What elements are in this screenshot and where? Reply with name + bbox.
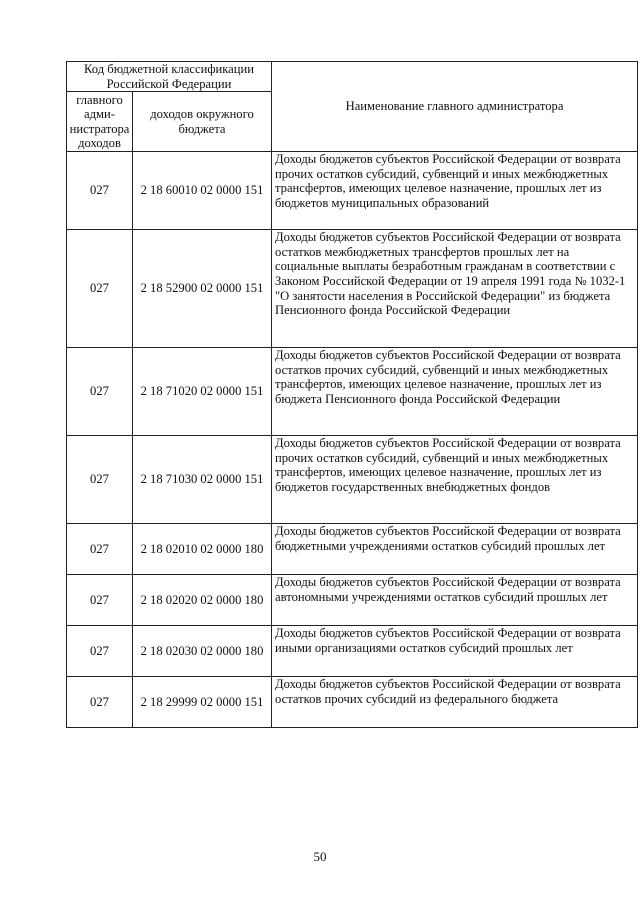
header-administrator-name: Наименование главного администратора bbox=[272, 62, 638, 152]
admin-code-cell: 027 bbox=[67, 677, 133, 728]
header-district-revenue: доходов окружного бюджета bbox=[133, 92, 272, 152]
admin-code-cell: 027 bbox=[67, 524, 133, 575]
table-header bbox=[67, 62, 638, 152]
admin-code-cell: 027 bbox=[67, 348, 133, 436]
revenue-code-cell: 2 18 02010 02 0000 180 bbox=[133, 524, 272, 575]
administrator-name-cell: Доходы бюджетов субъектов Российской Федерации от возврата прочих остатков субсидий, субвенций и иных межбюджетных трансфертов, имеющих целевое назначение, прошлых лет из бюджетов муниципальных образований bbox=[272, 152, 638, 230]
table-row bbox=[67, 677, 638, 728]
admin-code-cell: 027 bbox=[67, 152, 133, 230]
revenue-code-cell: 2 18 71020 02 0000 151 bbox=[133, 348, 272, 436]
header-budget-code-group: Код бюджетной классификации Российской Федерации bbox=[67, 62, 272, 92]
table-row bbox=[67, 152, 638, 230]
revenue-code-cell: 2 18 60010 02 0000 151 bbox=[133, 152, 272, 230]
admin-code-cell: 027 bbox=[67, 575, 133, 626]
table-row bbox=[67, 575, 638, 626]
header-main-administrator: главного адми-нистратора доходов bbox=[67, 92, 133, 152]
table-body bbox=[67, 152, 638, 728]
administrator-name-cell: Доходы бюджетов субъектов Российской Федерации от возврата остатков межбюджетных трансфертов прошлых лет на социальные выплаты безработным гражданам в соответствии с Законом Российской Федерации от 19 апреля 1991 года № 1032-1 "О занятости населения в Российской Федерации" из бюджета Пенсионного фонда Российской Федерации bbox=[272, 230, 638, 348]
revenue-code-cell: 2 18 52900 02 0000 151 bbox=[133, 230, 272, 348]
admin-code-cell: 027 bbox=[67, 626, 133, 677]
revenue-code-cell: 2 18 02020 02 0000 180 bbox=[133, 575, 272, 626]
admin-code-cell: 027 bbox=[67, 436, 133, 524]
revenue-code-cell: 2 18 71030 02 0000 151 bbox=[133, 436, 272, 524]
administrator-name-cell: Доходы бюджетов субъектов Российской Федерации от возврата остатков прочих субсидий, субвенций и иных межбюджетных трансфертов, имеющих целевое назначение, прошлых лет из бюджета Пенсионного фонда Российской Федерации bbox=[272, 348, 638, 436]
table-row bbox=[67, 230, 638, 348]
revenue-code-cell: 2 18 29999 02 0000 151 bbox=[133, 677, 272, 728]
admin-code-cell: 027 bbox=[67, 230, 133, 348]
revenue-code-cell: 2 18 02030 02 0000 180 bbox=[133, 626, 272, 677]
table-row bbox=[67, 436, 638, 524]
administrator-name-cell: Доходы бюджетов субъектов Российской Федерации от возврата автономными учреждениями остатков субсидий прошлых лет bbox=[272, 575, 638, 626]
page-number: 50 bbox=[313, 849, 327, 864]
table-row bbox=[67, 524, 638, 575]
table-row bbox=[67, 626, 638, 677]
header-row-top bbox=[67, 62, 638, 92]
table-row bbox=[67, 348, 638, 436]
administrator-name-cell: Доходы бюджетов субъектов Российской Федерации от возврата прочих остатков субсидий, субвенций и иных межбюджетных трансфертов, имеющих целевое назначение, прошлых лет из бюджетов государственных внебюджетных фондов bbox=[272, 436, 638, 524]
administrator-name-cell: Доходы бюджетов субъектов Российской Федерации от возврата остатков прочих субсидий из федерального бюджета bbox=[272, 677, 638, 728]
administrator-name-cell: Доходы бюджетов субъектов Российской Федерации от возврата иными организациями остатков субсидий прошлых лет bbox=[272, 626, 638, 677]
budget-classification-table bbox=[66, 61, 638, 728]
administrator-name-cell: Доходы бюджетов субъектов Российской Федерации от возврата бюджетными учреждениями остатков субсидий прошлых лет bbox=[272, 524, 638, 575]
